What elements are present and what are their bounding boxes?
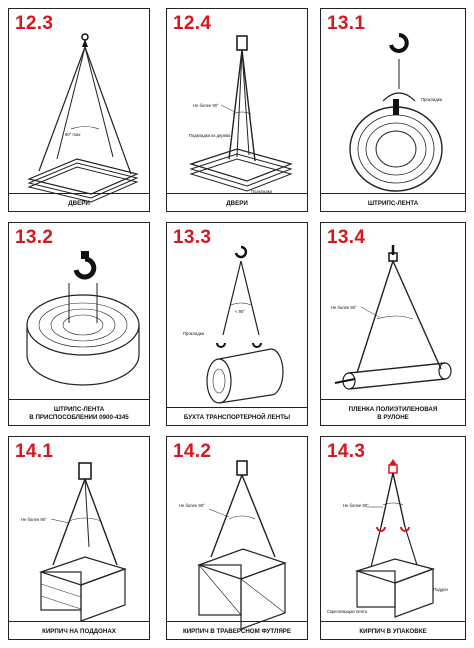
panel-caption [9,403,149,425]
panel-number: 13.3 [173,227,212,248]
angle-label: Не более 90° [343,503,369,508]
wood-pad-label: Подкладки из дерева [189,133,231,138]
panel-number: 14.3 [327,441,366,462]
brick-traverse-case-illustration [167,437,309,641]
panel-12-3 [8,8,150,212]
angle-label: Не более 90° [331,305,357,310]
panel-13-1 [320,8,466,212]
caption-line: КИРПИЧ НА ПОДДОНАХ [42,628,116,635]
panel-number: 13.2 [15,227,54,248]
panel-number: 12.3 [15,13,54,34]
pad-label: Прокладки [183,331,204,336]
pallet-label: Поддон [433,587,448,592]
panel-14-3 [320,436,466,640]
panel-13-3 [166,222,308,426]
angle-label: Не более 90° [21,517,47,522]
caption-line: ШТРИПС-ЛЕНТА [53,406,105,413]
strip-tape-sling-illustration [321,9,467,213]
caption-line: КИРПИЧ В УПАКОВКЕ [359,628,427,635]
panel-13-4 [320,222,466,426]
band-label: Скрепляющая лента [327,609,368,614]
pad-label: Прокладки [421,97,442,102]
caption-line: КИРПИЧ В ТРАВЕРСНОМ ФУТЛЯРЕ [182,628,292,635]
pad-label: Подкладки [251,189,272,194]
caption-line: В ПРИСПОСОБЛЕНИИ 0900-4345 [29,414,129,421]
panel-caption [167,411,307,425]
panel-caption [167,197,307,211]
angle-label: Не более 90° [193,103,219,108]
doors-sling-illustration [9,9,151,213]
panel-13-2 [8,222,150,426]
panel-number: 14.2 [173,441,212,462]
panel-14-2 [166,436,308,640]
doors-sling-illustration [167,9,309,213]
panel-number: 14.1 [15,441,54,462]
caption-line: БУХТА ТРАНСПОРТЕРНОЙ ЛЕНТЫ [183,414,291,421]
panel-number: 13.4 [327,227,366,248]
caption-line: ДВЕРИ [226,200,248,207]
angle-label: Не более 90° [179,503,205,508]
panel-caption [321,403,465,425]
caption-line: ДВЕРИ [68,200,90,207]
panel-caption [9,197,149,211]
brick-pallet-illustration [9,437,151,641]
angle-label: < 90° [235,309,245,314]
polyethylene-roll-illustration [321,223,467,427]
conveyor-belt-coil-illustration [167,223,309,427]
panel-caption [167,625,307,639]
panel-number: 13.1 [327,13,366,34]
strip-tape-fixture-illustration [9,223,151,427]
caption-line: ПЛЕНКА ПОЛИЭТИЛЕНОВАЯ [348,406,438,413]
panel-number: 12.4 [173,13,212,34]
panel-14-1 [8,436,150,640]
panel-12-4 [166,8,308,212]
caption-line: В РУЛОНЕ [377,414,409,421]
brick-package-illustration [321,437,467,641]
panel-caption [321,625,465,639]
panel-caption [9,625,149,639]
angle-label: 90° max [65,132,81,137]
caption-line: ШТРИПС-ЛЕНТА [367,200,419,207]
panel-caption [321,197,465,211]
